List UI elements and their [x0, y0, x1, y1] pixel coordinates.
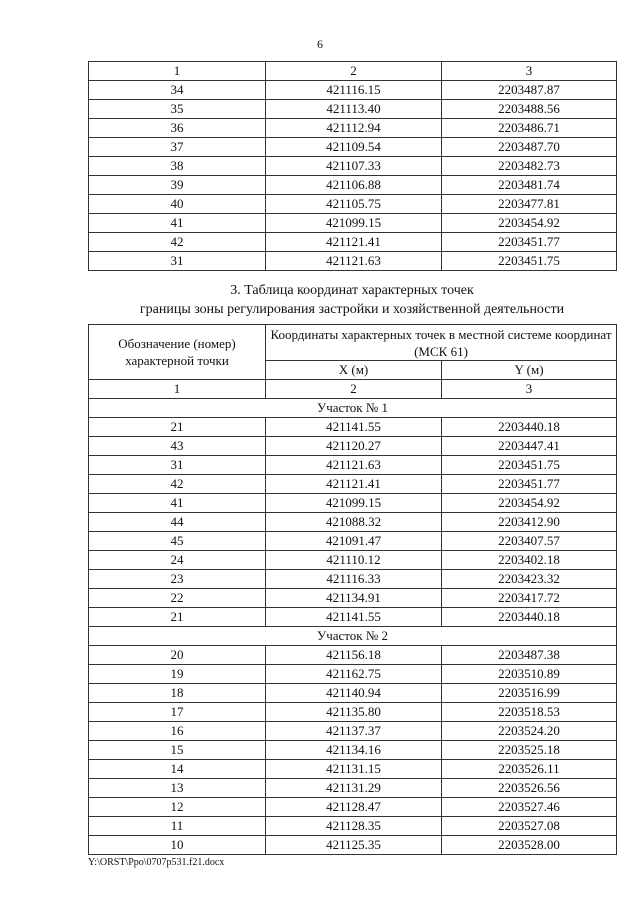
point-id: 41	[89, 214, 266, 233]
table-row	[89, 589, 617, 608]
coordinates-table-continued	[88, 61, 617, 271]
x-coordinate: 421112.94	[266, 119, 442, 138]
point-id: 17	[89, 703, 266, 722]
x-coordinate: 421131.29	[266, 779, 442, 798]
x-coordinate: 421140.94	[266, 684, 442, 703]
table-row	[89, 138, 617, 157]
y-coordinate: 2203477.81	[442, 195, 617, 214]
point-id: 39	[89, 176, 266, 195]
point-id: 21	[89, 418, 266, 437]
point-id: 23	[89, 570, 266, 589]
x-coordinate: 421116.15	[266, 81, 442, 100]
section-row	[89, 399, 617, 418]
table-row	[89, 817, 617, 836]
table-row	[89, 214, 617, 233]
point-id: 42	[89, 475, 266, 494]
point-id: 40	[89, 195, 266, 214]
section-row	[89, 627, 617, 646]
table-row	[89, 437, 617, 456]
column-number: 1	[89, 380, 266, 399]
y-coordinate: 2203527.08	[442, 817, 617, 836]
point-id: 31	[89, 252, 266, 271]
x-coordinate: 421105.75	[266, 195, 442, 214]
y-coordinate: 2203451.77	[442, 233, 617, 252]
table-row	[89, 836, 617, 855]
point-id: 37	[89, 138, 266, 157]
point-id: 42	[89, 233, 266, 252]
y-coordinate: 2203451.75	[442, 456, 617, 475]
x-coordinate: 421134.16	[266, 741, 442, 760]
table-row	[89, 608, 617, 627]
table-row	[89, 703, 617, 722]
x-coordinate: 421121.63	[266, 456, 442, 475]
x-coordinate: 421099.15	[266, 494, 442, 513]
y-coordinate: 2203440.18	[442, 418, 617, 437]
y-coordinate: 2203524.20	[442, 722, 617, 741]
table-row	[89, 665, 617, 684]
point-id: 18	[89, 684, 266, 703]
y-coordinate: 2203526.11	[442, 760, 617, 779]
point-id: 14	[89, 760, 266, 779]
x-coordinate: 421128.35	[266, 817, 442, 836]
point-id: 43	[89, 437, 266, 456]
y-coordinate: 2203417.72	[442, 589, 617, 608]
y-coordinate: 2203402.18	[442, 551, 617, 570]
table-row	[89, 779, 617, 798]
table-row	[89, 513, 617, 532]
table-row	[89, 233, 617, 252]
section-title: 3. Таблица координат характерных точек	[230, 283, 474, 298]
table-row	[89, 494, 617, 513]
table-row	[89, 456, 617, 475]
x-coordinate: 421156.18	[266, 646, 442, 665]
point-id: 22	[89, 589, 266, 608]
x-coordinate: 421109.54	[266, 138, 442, 157]
table-row	[89, 157, 617, 176]
document-path-footer: Y:\ORST\Ppo\0707p531.f21.docx	[88, 857, 225, 868]
point-id: 31	[89, 456, 266, 475]
y-coordinate: 2203518.53	[442, 703, 617, 722]
column-numbering-row	[89, 380, 617, 399]
point-id: 45	[89, 532, 266, 551]
column-number: 3	[442, 62, 617, 81]
x-coordinate: 421134.91	[266, 589, 442, 608]
table-header-row	[89, 325, 617, 361]
y-coordinate: 2203486.71	[442, 119, 617, 138]
table-row	[89, 81, 617, 100]
table-row	[89, 100, 617, 119]
x-coordinate: 421137.37	[266, 722, 442, 741]
x-coordinate: 421107.33	[266, 157, 442, 176]
x-coordinate: 421121.63	[266, 252, 442, 271]
x-coordinate: 421110.12	[266, 551, 442, 570]
section-label: Участок № 1	[89, 399, 617, 418]
point-id: 13	[89, 779, 266, 798]
table-row	[89, 684, 617, 703]
section-label: Участок № 2	[89, 627, 617, 646]
point-id: 36	[89, 119, 266, 138]
x-coordinate: 421141.55	[266, 418, 442, 437]
point-id: 41	[89, 494, 266, 513]
table-row	[89, 741, 617, 760]
x-coordinate: 421121.41	[266, 233, 442, 252]
y-header: Y (м)	[442, 361, 617, 380]
section-subtitle: границы зоны регулирования застройки и хозяйственной деятельности	[139, 302, 565, 317]
y-coordinate: 2203487.87	[442, 81, 617, 100]
x-coordinate: 421125.35	[266, 836, 442, 855]
x-coordinate: 421162.75	[266, 665, 442, 684]
x-coordinate: 421128.47	[266, 798, 442, 817]
table-row	[89, 646, 617, 665]
x-coordinate: 421120.27	[266, 437, 442, 456]
y-coordinate: 2203526.56	[442, 779, 617, 798]
x-coordinate: 421106.88	[266, 176, 442, 195]
point-id: 34	[89, 81, 266, 100]
y-coordinate: 2203482.73	[442, 157, 617, 176]
y-coordinate: 2203516.99	[442, 684, 617, 703]
point-designation-header: Обозначение (номер) характерной точки	[89, 325, 266, 380]
y-coordinate: 2203451.75	[442, 252, 617, 271]
x-header: X (м)	[266, 361, 442, 380]
point-id: 24	[89, 551, 266, 570]
y-coordinate: 2203487.38	[442, 646, 617, 665]
page-number: 6	[317, 37, 323, 51]
coordinates-table	[88, 324, 617, 855]
y-coordinate: 2203412.90	[442, 513, 617, 532]
x-coordinate: 421113.40	[266, 100, 442, 119]
table-header-row	[89, 62, 617, 81]
x-coordinate: 421135.80	[266, 703, 442, 722]
y-coordinate: 2203488.56	[442, 100, 617, 119]
y-coordinate: 2203447.41	[442, 437, 617, 456]
table-row	[89, 722, 617, 741]
table-row	[89, 475, 617, 494]
table-row	[89, 551, 617, 570]
table-row	[89, 119, 617, 138]
x-coordinate: 421088.32	[266, 513, 442, 532]
y-coordinate: 2203525.18	[442, 741, 617, 760]
point-id: 21	[89, 608, 266, 627]
point-id: 19	[89, 665, 266, 684]
point-id: 35	[89, 100, 266, 119]
y-coordinate: 2203407.57	[442, 532, 617, 551]
point-id: 20	[89, 646, 266, 665]
x-coordinate: 421091.47	[266, 532, 442, 551]
table-row	[89, 760, 617, 779]
point-id: 16	[89, 722, 266, 741]
x-coordinate: 421131.15	[266, 760, 442, 779]
y-coordinate: 2203451.77	[442, 475, 617, 494]
point-id: 44	[89, 513, 266, 532]
y-coordinate: 2203510.89	[442, 665, 617, 684]
y-coordinate: 2203440.18	[442, 608, 617, 627]
column-number: 3	[442, 380, 617, 399]
column-number: 2	[266, 62, 442, 81]
table-row	[89, 570, 617, 589]
column-number: 1	[89, 62, 266, 81]
y-coordinate: 2203487.70	[442, 138, 617, 157]
x-coordinate: 421099.15	[266, 214, 442, 233]
y-coordinate: 2203528.00	[442, 836, 617, 855]
table-row	[89, 195, 617, 214]
table-row	[89, 418, 617, 437]
point-id: 11	[89, 817, 266, 836]
point-id: 10	[89, 836, 266, 855]
table-row	[89, 252, 617, 271]
y-coordinate: 2203454.92	[442, 214, 617, 233]
point-id: 38	[89, 157, 266, 176]
y-coordinate: 2203454.92	[442, 494, 617, 513]
y-coordinate: 2203481.74	[442, 176, 617, 195]
point-id: 12	[89, 798, 266, 817]
point-id: 15	[89, 741, 266, 760]
table-row	[89, 532, 617, 551]
column-number: 2	[266, 380, 442, 399]
x-coordinate: 421141.55	[266, 608, 442, 627]
table-row	[89, 176, 617, 195]
y-coordinate: 2203527.46	[442, 798, 617, 817]
x-coordinate: 421121.41	[266, 475, 442, 494]
x-coordinate: 421116.33	[266, 570, 442, 589]
y-coordinate: 2203423.32	[442, 570, 617, 589]
coordinates-header: Координаты характерных точек в местной системе координат (МСК 61)	[266, 325, 617, 361]
table-row	[89, 798, 617, 817]
